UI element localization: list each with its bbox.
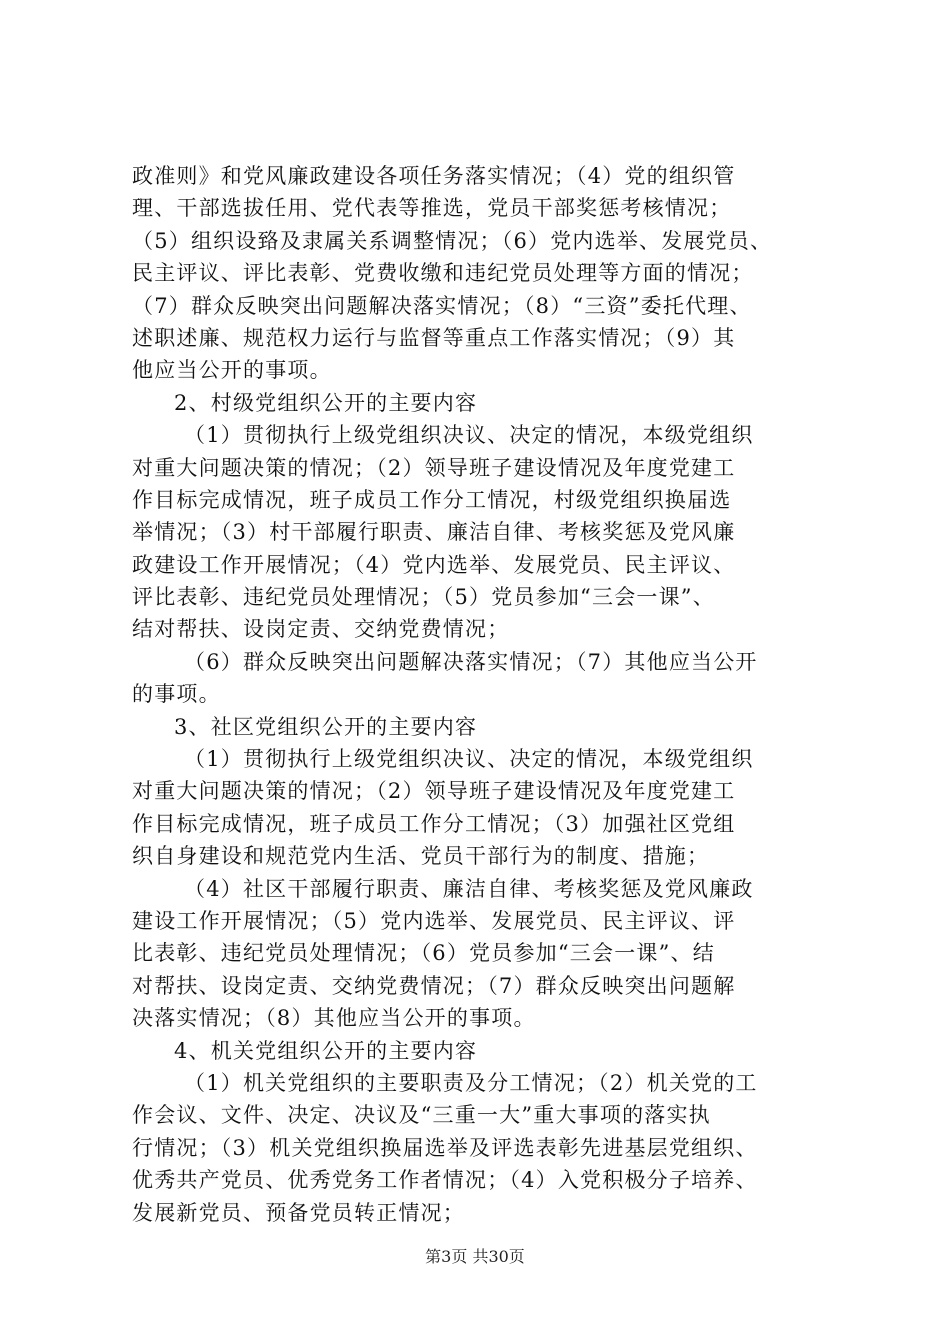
text-line: 述职述廉、规范权力运行与监督等重点工作落实情况；（9）其 [132, 325, 736, 350]
text-line: 举情况；（3）村干部履行职责、廉洁自律、考核奖惩及党风廉 [132, 520, 736, 545]
text-line: （4）社区干部履行职责、廉洁自律、考核奖惩及党风廉政 [184, 876, 754, 901]
text-line: （1）机关党组织的主要职责及分工情况；（2）机关党的工 [184, 1070, 758, 1095]
text-line: 的事项。 [132, 682, 221, 707]
text-line: 决落实情况；（8）其他应当公开的事项。 [132, 1006, 536, 1031]
text-line: 政建设工作开展情况；（4）党内选举、发展党员、民主评议、 [132, 552, 736, 577]
text-line: 行情况；（3）机关党组织换届选举及评选表彰先进基层党组织、 [132, 1135, 758, 1160]
text-line: 对重大问题决策的情况；（2）领导班子建设情况及年度党建工 [132, 779, 736, 804]
text-line: 发展新党员、预备党员转正情况； [132, 1200, 465, 1225]
text-line: （7）群众反映突出问题解决落实情况；（8）“三资”委托代理、 [132, 293, 752, 318]
text-line: （6）群众反映突出问题解决落实情况；（7）其他应当公开 [184, 649, 758, 674]
text-line: 对帮扶、设岗定责、交纳党费情况；（7）群众反映突出问题解 [132, 973, 736, 998]
text-line: 优秀共产党员、优秀党务工作者情况；（4）入党积极分子培养、 [132, 1168, 758, 1193]
text-line: 建设工作开展情况；（5）党内选举、发展党员、民主评议、评 [132, 908, 736, 933]
section-heading: 2、村级党组织公开的主要内容 [174, 390, 478, 415]
text-line: 比表彰、违纪党员处理情况；（6）党员参加“三会一课”、结 [132, 941, 715, 966]
section-heading: 3、社区党组织公开的主要内容 [174, 714, 478, 739]
text-line: 作会议、文件、决定、决议及“三重一大”重大事项的落实执 [132, 1103, 711, 1128]
text-line: 结对帮扶、设岗定责、交纳党费情况； [132, 617, 510, 642]
text-line: 评比表彰、违纪党员处理情况；（5）党员参加“三会一课”、 [132, 585, 715, 610]
section-heading: 4、机关党组织公开的主要内容 [174, 1038, 478, 1063]
text-line: 理、干部选拔任用、党代表等推选，党员干部奖惩考核情况； [132, 196, 732, 221]
text-line: 民主评议、评比表彰、党费收缴和违纪党员处理等方面的情况； [132, 261, 754, 286]
document-body [132, 160, 852, 1229]
text-line: （1）贯彻执行上级党组织决议、决定的情况，本级党组织 [184, 423, 754, 448]
text-line: 政准则》和党风廉政建设各项任务落实情况；（4）党的组织管 [132, 164, 736, 188]
text-line: 织自身建设和规范党内生活、党员干部行为的制度、措施； [132, 844, 710, 869]
page-footer: 第3页 共30页 [425, 1247, 525, 1266]
text-line: 作目标完成情况，班子成员工作分工情况；（3）加强社区党组 [132, 811, 736, 836]
text-line: 作目标完成情况，班子成员工作分工情况，村级党组织换届选 [132, 487, 732, 512]
text-line: （1）贯彻执行上级党组织决议、决定的情况，本级党组织 [184, 747, 754, 772]
text-line: （5）组织设臵及隶属关系调整情况；（6）党内选举、发展党员、 [132, 228, 773, 253]
text-line: 对重大问题决策的情况；（2）领导班子建设情况及年度党建工 [132, 455, 736, 480]
text-line: 他应当公开的事项。 [132, 358, 332, 383]
